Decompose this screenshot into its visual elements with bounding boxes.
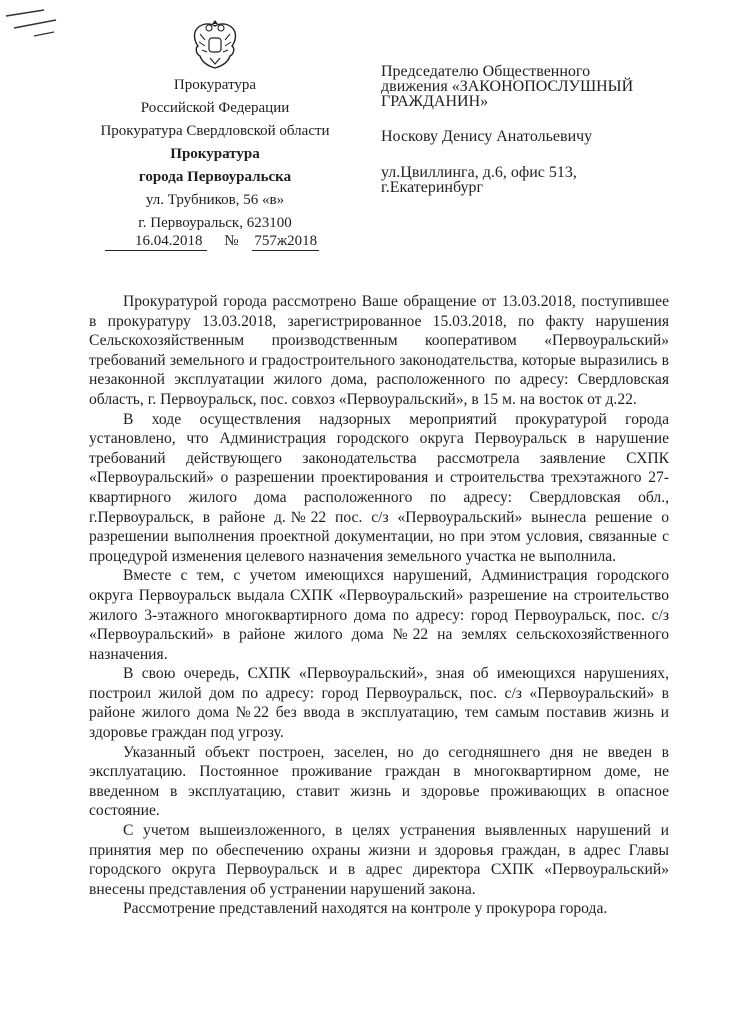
recipient-address-city: г.Екатеринбург — [381, 179, 484, 196]
body-paragraph: Рассмотрение представлений находятся на контроле у прокурора города. — [123, 900, 608, 918]
sender-line: Прокуратура — [173, 77, 257, 93]
sender-block — [70, 74, 360, 235]
sender-address-street: ул. Трубников, 56 «в» — [145, 192, 285, 208]
recipient-line: Председателю Общественного — [381, 63, 591, 80]
body-paragraph: В ходе осуществления надзорных мероприятий прокуратурой города установлено, что Администрация городского округа Первоуральск в нарушение требований действующего законодательства рассмотрела заявление СХПК «Первоуральский» о разрешении проектирования и строительства трехэтажного 27-квартирного жилого дома расположенного по адресу: Свердловская обл., г.Первоуральск, в районе д.№22 пос. с/з «Первоуральский» вынесла решение о разрешении выполнения проектной документации, но при этом условия, связанные с процедурой изменения целевого назначения земельного участка не выполнила. — [89, 410, 669, 565]
recipient-name: Носкову Денису Анатольевичу — [381, 128, 593, 145]
registration-line — [105, 233, 319, 251]
recipient-line: ГРАЖДАНИН» — [381, 93, 489, 110]
registration-number: 757ж2018 — [254, 233, 318, 249]
registration-date: 16.04.2018 — [105, 233, 207, 251]
body-paragraph: Прокуратурой города рассмотрено Ваше обращение от 13.03.2018, поступившее в прокуратуру 13.03.2018, зарегистрированное 15.03.2018, по факту нарушения Сельскохозяйственным производственным кооперативом «Первоуральский» требований земельного и градостроительного законодательства, которые выразились в незаконной эксплуатации жилого дома, расположенного по адресу: Свердловская область, г. Первоуральск, пос. совхоз «Первоуральский», в 15 м. на восток от д.22. — [89, 293, 669, 408]
sender-office-title: Прокуратура — [170, 146, 260, 162]
recipient-address-street: ул.Цвиллинга, д.6, офис 513, — [381, 164, 577, 181]
sender-line: Российской Федерации — [140, 100, 290, 116]
body-paragraph: В свою очередь, СХПК «Первоуральский», зная об имеющихся нарушениях, построил жилой дом по адресу: город Первоуральск, пос. с/з «Первоуральский» в районе жилого дома №22 без ввода в эксплуатацию, тем самым поставив жизнь и здоровье граждан под угрозу. — [89, 665, 669, 742]
body-paragraph: Вместе с тем, с учетом имеющихся нарушений, Администрация городского округа Первоуральск выдала СХПК «Первоуральский» разрешение на строительство жилого 3-этажного многоквартирного дома по адресу: город Первоуральск, пос. с/з «Первоуральский» в районе жилого дома №22 на землях сельскохозяйственного назначения. — [89, 567, 669, 663]
recipient-block — [381, 64, 711, 195]
registration-number-sign: № — [224, 233, 239, 249]
body-paragraph: С учетом вышеизложенного, в целях устранения выявленных нарушений и принятия мер по обеспечению охраны жизни и здоровья граждан, в адрес Главы городского округа Первоуральск и в адрес директора СХПК «Первоуральский» внесены представления об устранении нарушений закона. — [89, 822, 669, 898]
recipient-line: движения «ЗАКОНОПОСЛУШНЫЙ — [381, 78, 634, 95]
sender-line: Прокуратура Свердловской области — [100, 123, 330, 139]
coat-of-arms-emblem-icon — [190, 18, 240, 72]
body-paragraph: Указанный объект построен, заселен, но до сегодняшнего дня не введен в эксплуатацию. Постоянное проживание граждан в многоквартирном доме, не введенном в эксплуатацию, ставит жизнь и здоровье проживающих в опасное состояние. — [89, 743, 669, 820]
sender-address-city: г. Первоуральск, 623100 — [138, 215, 292, 231]
pen-mark-icon — [4, 6, 64, 46]
letter-body — [89, 292, 669, 919]
sender-office-city: города Первоуральска — [138, 169, 292, 185]
